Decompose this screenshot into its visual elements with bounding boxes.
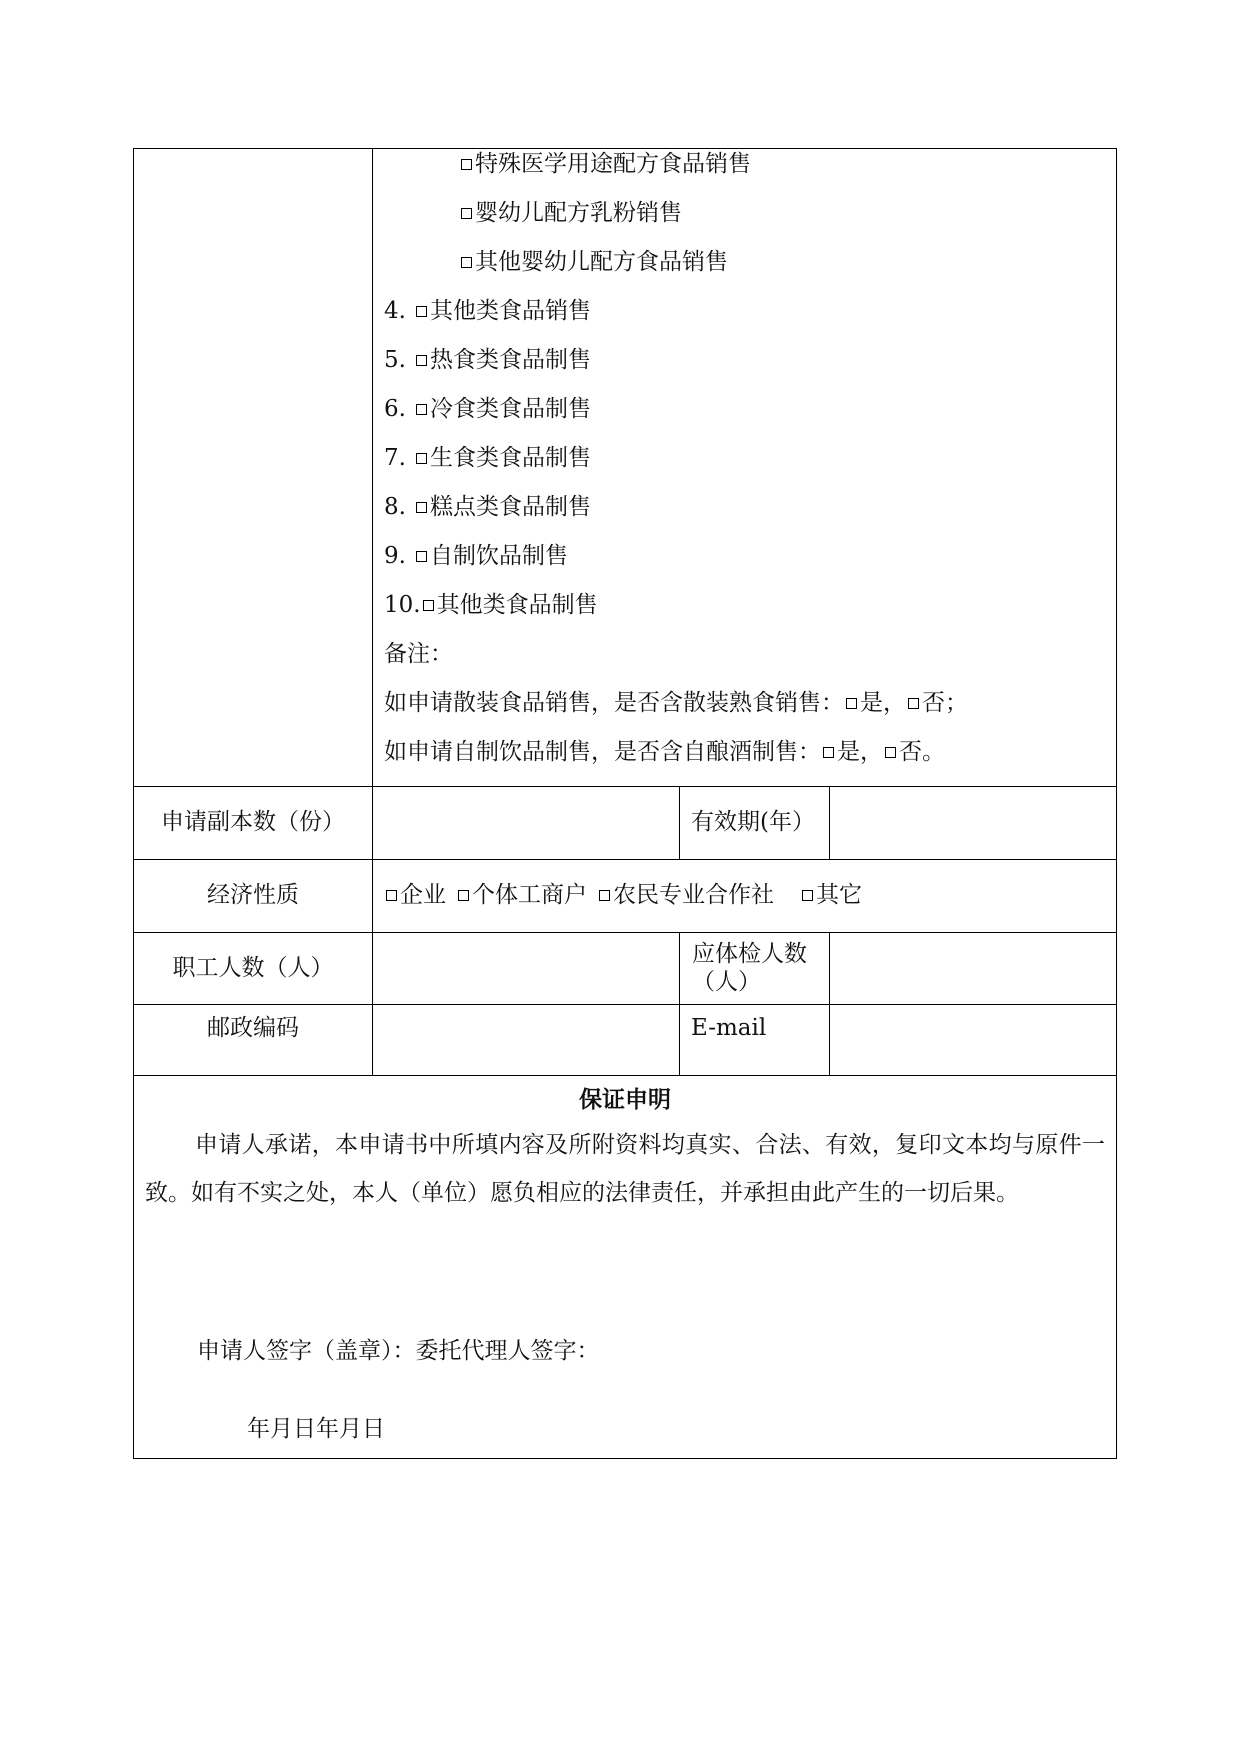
checkbox-icon[interactable] <box>416 306 427 317</box>
economic-option-other[interactable]: 其它 <box>800 882 862 908</box>
scope-list-cell <box>373 149 1117 787</box>
checkbox-icon[interactable] <box>461 208 472 219</box>
scope-item[interactable]: 8. 糕点类食品制售 <box>384 494 591 520</box>
declaration-title: 保证申明 <box>579 1086 671 1113</box>
checkbox-icon[interactable] <box>416 551 427 562</box>
checkbox-icon[interactable] <box>461 257 472 268</box>
email-label: E-mail <box>680 1005 830 1076</box>
checkbox-icon[interactable] <box>416 502 427 513</box>
scope-item[interactable]: 10. 其他类食品制售 <box>384 592 598 618</box>
validity-label: 有效期(年） <box>680 787 830 860</box>
scope-item[interactable]: 6. 冷食类食品制售 <box>384 396 591 422</box>
postal-code-field[interactable] <box>373 1005 680 1076</box>
staff-count-label: 职工人数（人） <box>134 933 373 1005</box>
scope-item[interactable]: 5. 热食类食品制售 <box>384 347 591 373</box>
checkbox-icon[interactable] <box>386 890 397 901</box>
checkbox-icon[interactable] <box>846 698 857 709</box>
scope-item[interactable]: 婴幼儿配方乳粉销售 <box>459 200 682 228</box>
checkbox-icon[interactable] <box>823 747 834 758</box>
checkup-count-field[interactable] <box>830 933 1117 1005</box>
checkbox-icon[interactable] <box>416 404 427 415</box>
postal-code-label: 邮政编码 <box>134 1005 373 1076</box>
staff-count-field[interactable] <box>373 933 680 1005</box>
signature-line[interactable]: 申请人签字（盖章）：委托代理人签字： <box>197 1338 600 1364</box>
checkbox-icon[interactable] <box>599 890 610 901</box>
remark-homebrew: 如申请自制饮品制售，是否含自酿酒制售： 是， 否。 <box>384 739 945 765</box>
economic-nature-options <box>373 860 1117 933</box>
checkbox-icon[interactable] <box>416 453 427 464</box>
scope-item[interactable]: 9. 自制饮品制售 <box>384 543 568 569</box>
scope-item[interactable]: 7. 生食类食品制售 <box>384 445 591 471</box>
scope-item[interactable]: 特殊医学用途配方食品销售 <box>459 151 751 179</box>
remark-bulk-cooked: 如申请散装食品销售，是否含散装熟食销售： 是， 否； <box>384 690 968 716</box>
checkbox-icon[interactable] <box>461 159 472 170</box>
copies-field[interactable] <box>373 787 680 860</box>
validity-field[interactable] <box>830 787 1117 860</box>
scope-item[interactable]: 4. 其他类食品销售 <box>384 298 591 324</box>
checkbox-icon[interactable] <box>423 600 434 611</box>
economic-option-individual[interactable]: 个体工商户 <box>456 882 587 908</box>
copies-label: 申请副本数（份） <box>134 787 373 860</box>
checkbox-icon[interactable] <box>416 355 427 366</box>
checkup-count-label: 应体检人数 （人） <box>680 933 830 1005</box>
economic-nature-label: 经济性质 <box>134 860 373 933</box>
checkbox-icon[interactable] <box>458 890 469 901</box>
scope-label-cell <box>134 149 373 787</box>
checkbox-icon[interactable] <box>802 890 813 901</box>
email-field[interactable] <box>830 1005 1117 1076</box>
date-line[interactable]: 年月日年月日 <box>247 1416 385 1442</box>
economic-option-enterprise[interactable]: 企业 <box>384 882 446 908</box>
scope-item[interactable]: 其他婴幼儿配方食品销售 <box>459 249 728 277</box>
declaration-body: 申请人承诺，本申请书中所填内容及所附资料均真实、合法、有效，复印文本均与原件一致。如有不实之处，本人（单位）愿负相应的法律责任，并承担由此产生的一切后果。 <box>145 1132 1106 1206</box>
checkbox-icon[interactable] <box>908 698 919 709</box>
declaration-cell <box>134 1076 1117 1459</box>
checkbox-icon[interactable] <box>885 747 896 758</box>
remarks-title: 备注： <box>384 641 453 667</box>
economic-option-cooperative[interactable]: 农民专业合作社 <box>597 882 774 908</box>
application-form-table <box>133 148 1117 1459</box>
